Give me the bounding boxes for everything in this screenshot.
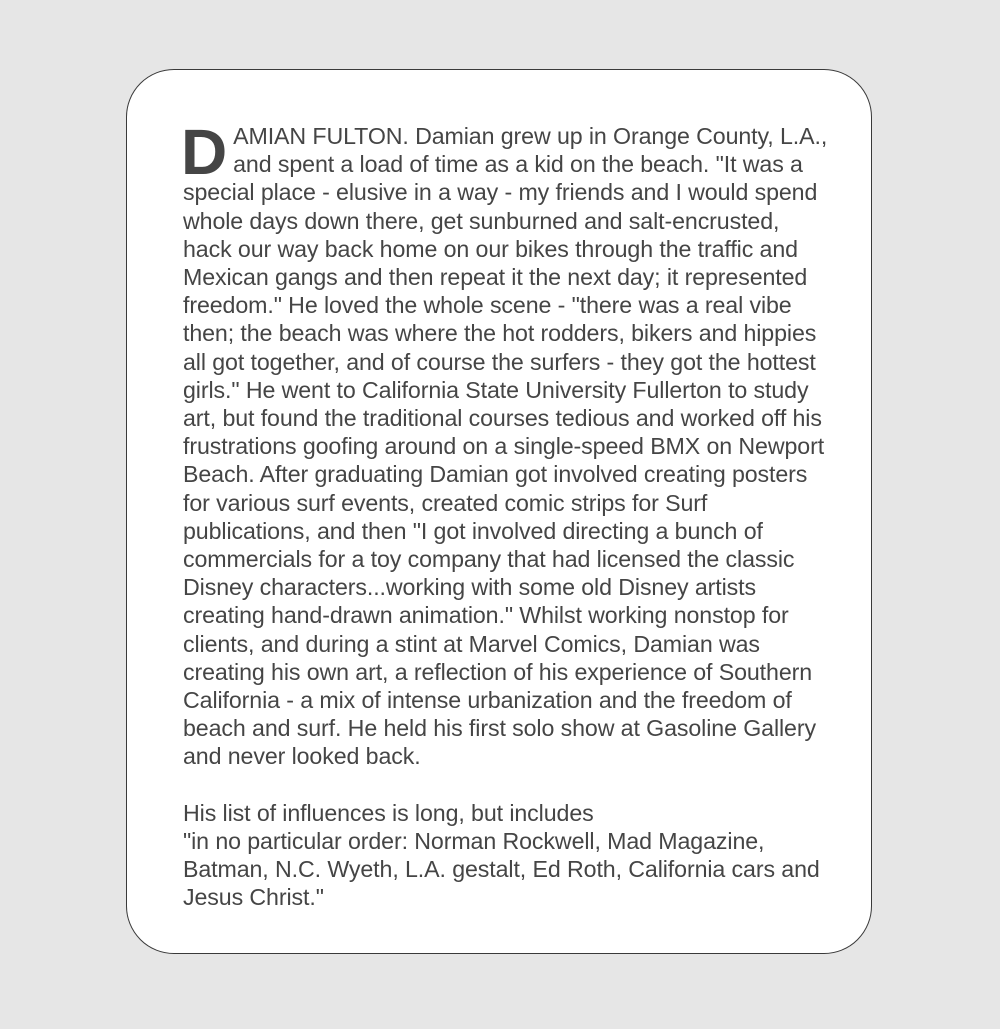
biography-text: AMIAN FULTON. Damian grew up in Orange County, L.A., and spent a load of time as a kid on the beach. "It was a special place - elusive in a way - my friends and I would spend whole days down there, get sunburned and salt-encrusted, hack our way back home on our bikes through the traffic and Mexican gangs and then repeat it the next day; it represented freedom." He loved the whole scene - "there was a real vibe then; the beach was where the hot rodders, bikers and hippies all got together, and of course the surfers - they got the hottest girls." He went to California State University Fullerton to study art, but found the traditional courses tedious and worked off his frustrations goofing around on a single-speed BMX on Newport Beach. After graduating Damian got involved creating posters for various surf events, created comic strips for Surf publications, and then "I got involved directing a bunch of commercials for a toy company that had licensed the classic Disney characters...working with some old Disney artists creating hand-drawn animation." Whilst working nonstop for clients, and during a stint at Marvel Comics, Damian was creating his own art, a reflection of his experience of Southern California - a mix of intense urbanization and the freedom of beach and surf. He held his first solo show at Gasoline Gallery and never looked back. — [183, 123, 828, 770]
article-body — [181, 116, 863, 911]
text-card — [126, 69, 872, 954]
influences-paragraph: His list of influences is long, but includes "in no particular order: Norman Rockwell, Mad Magazine, Batman, N.C. Wyeth, L.A. gestalt, Ed Roth, California cars and Jesus Christ." — [183, 799, 820, 911]
drop-cap: D — [181, 116, 228, 188]
biography-paragraph — [181, 116, 863, 771]
